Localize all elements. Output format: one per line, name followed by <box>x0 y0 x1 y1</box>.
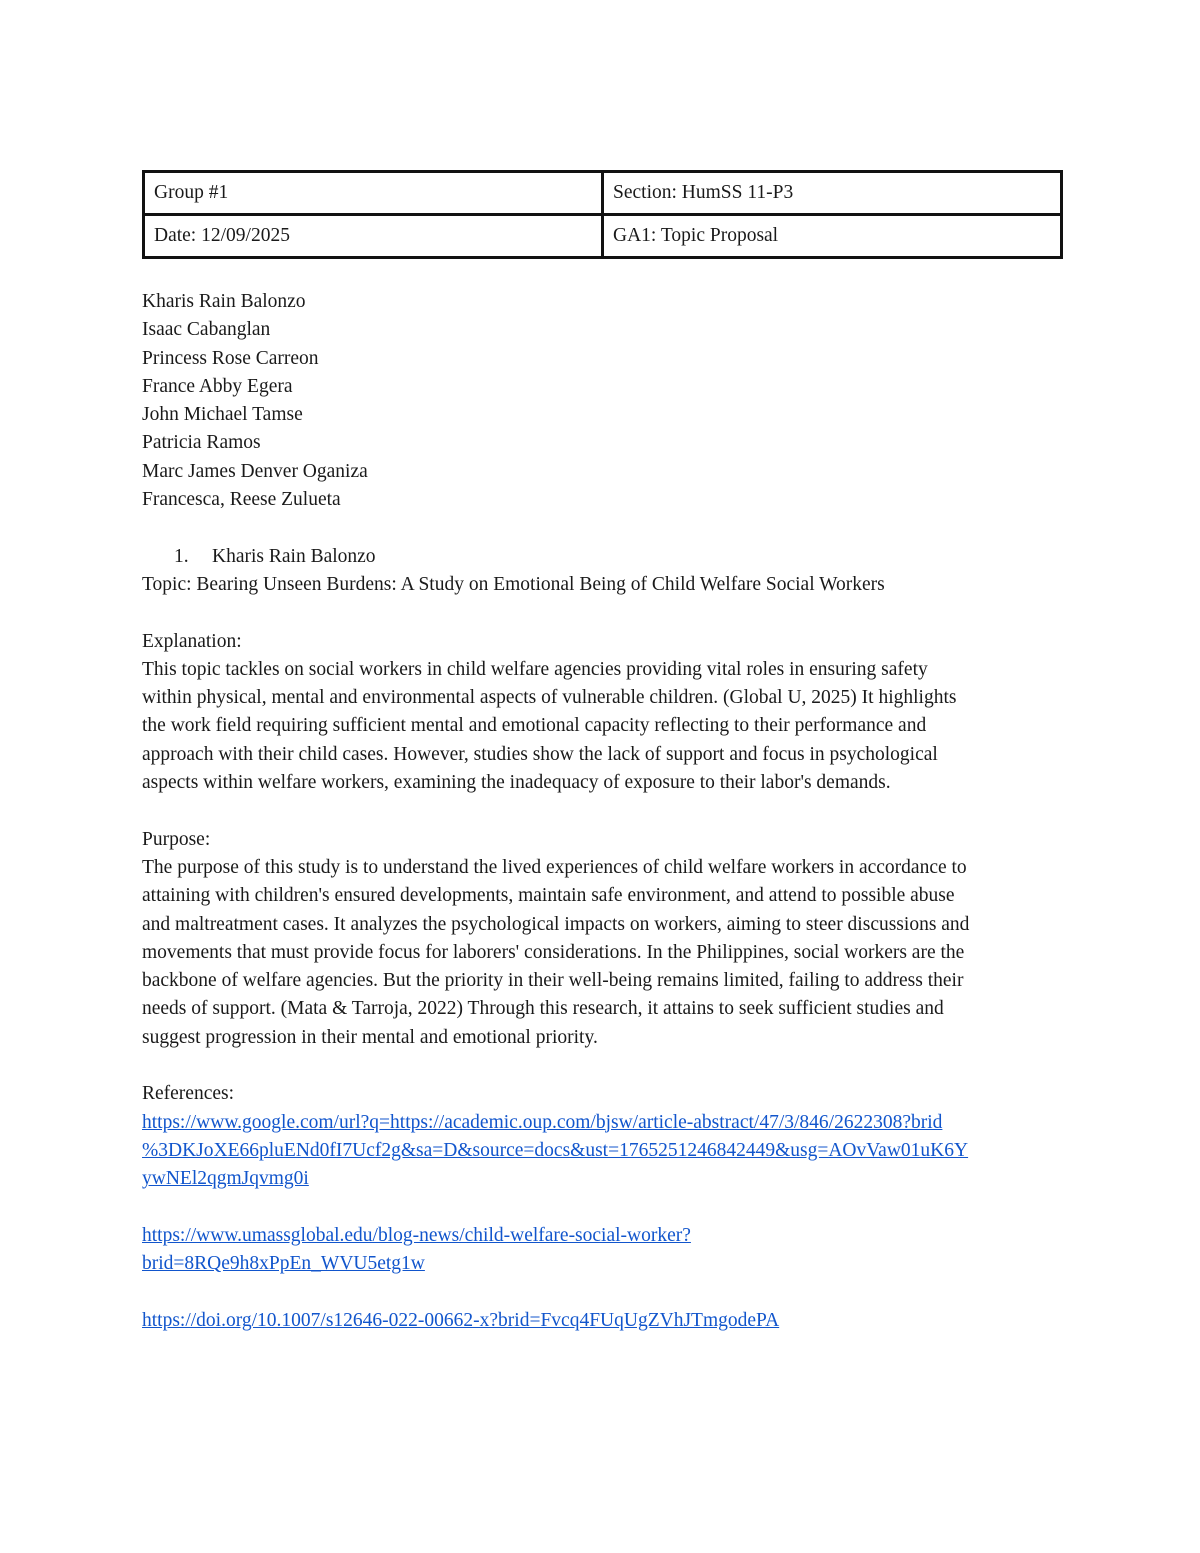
member-name: Francesca, Reese Zulueta <box>142 489 341 511</box>
member-name: Marc James Denver Oganiza <box>142 460 368 482</box>
date-cell: Date: 12/09/2025 <box>144 215 603 258</box>
activity-cell: GA1: Topic Proposal <box>603 215 1062 258</box>
reference-link-google[interactable] <box>142 1109 1060 1194</box>
member-name: Isaac Cabanglan <box>142 319 271 341</box>
document-page <box>142 170 1060 1335</box>
reference-link-line[interactable]: %3DKJoXE66pluENd0fI7Ucf2g&sa=D&source=docs&ust=1765251246842449&usg=AOvVaw01uK6Y <box>142 1139 969 1161</box>
text-line: attaining with children's ensured developments, maintain safe environment, and attend to possible abuse <box>142 885 955 907</box>
member-list <box>142 288 1060 514</box>
text-line: within physical, mental and environmental aspects of vulnerable children. (Global U, 2025) It highlights <box>142 687 957 709</box>
text-line: This topic tackles on social workers in child welfare agencies providing vital roles in ensuring safety <box>142 658 928 680</box>
group-cell: Group #1 <box>144 172 603 215</box>
text-line: suggest progression in their mental and emotional priority. <box>142 1026 598 1048</box>
reference-link-line[interactable]: https://doi.org/10.1007/s12646-022-00662-x?brid=Fvcq4FUqUgZVhJTmgodePA <box>142 1309 780 1331</box>
topic-line: Topic: Bearing Unseen Burdens: A Study on Emotional Being of Child Welfare Social Workers <box>142 573 885 595</box>
text-line: backbone of welfare agencies. But the priority in their well-being remains limited, failing to address their <box>142 970 964 992</box>
member-name: Kharis Rain Balonzo <box>142 291 306 312</box>
text-line: movements that must provide focus for laborers' considerations. In the Philippines, social workers are the <box>142 941 965 963</box>
proposal-heading <box>142 543 1060 571</box>
text-line: aspects within welfare workers, examining the inadequacy of exposure to their labor's demands. <box>142 772 891 794</box>
section-cell: Section: HumSS 11-P3 <box>603 172 1062 215</box>
reference-link-umassglobal[interactable] <box>142 1222 1060 1279</box>
text-line: and maltreatment cases. It analyzes the psychological impacts on workers, aiming to steer discussions and <box>142 913 970 935</box>
text-line: needs of support. (Mata & Tarroja, 2022) Through this research, it attains to seek sufficient studies and <box>142 998 944 1020</box>
member-name: Princess Rose Carreon <box>142 347 319 369</box>
purpose-paragraph <box>142 854 1060 1052</box>
reference-link-line[interactable]: ywNEl2qgmJqvmg0i <box>142 1168 309 1190</box>
text-line: The purpose of this study is to understand the lived experiences of child welfare workers in accordance to <box>142 856 967 878</box>
member-name: John Michael Tamse <box>142 404 303 426</box>
member-name: France Abby Egera <box>142 375 293 397</box>
proposal-number: 1. <box>174 545 189 567</box>
explanation-paragraph <box>142 656 1060 797</box>
proposal-author: Kharis Rain Balonzo <box>212 545 376 567</box>
text-line: approach with their child cases. However, studies show the lack of support and focus in psychological <box>142 743 938 765</box>
header-table <box>142 170 1063 259</box>
text-line: the work field requiring sufficient mental and emotional capacity reflecting to their performance and <box>142 715 927 737</box>
reference-link-line[interactable]: https://www.umassglobal.edu/blog-news/child-welfare-social-worker? <box>142 1224 691 1246</box>
reference-link-doi[interactable] <box>142 1307 1060 1335</box>
reference-link-line[interactable]: brid=8RQe9h8xPpEn_WVU5etg1w <box>142 1253 425 1275</box>
member-name: Patricia Ramos <box>142 432 261 454</box>
reference-link-line[interactable]: https://www.google.com/url?q=https://academic.oup.com/bjsw/article-abstract/47/3/846/2622308?brid <box>142 1111 943 1133</box>
references-label: References: <box>142 1083 235 1105</box>
purpose-label: Purpose: <box>142 828 211 850</box>
explanation-label: Explanation: <box>142 630 242 652</box>
